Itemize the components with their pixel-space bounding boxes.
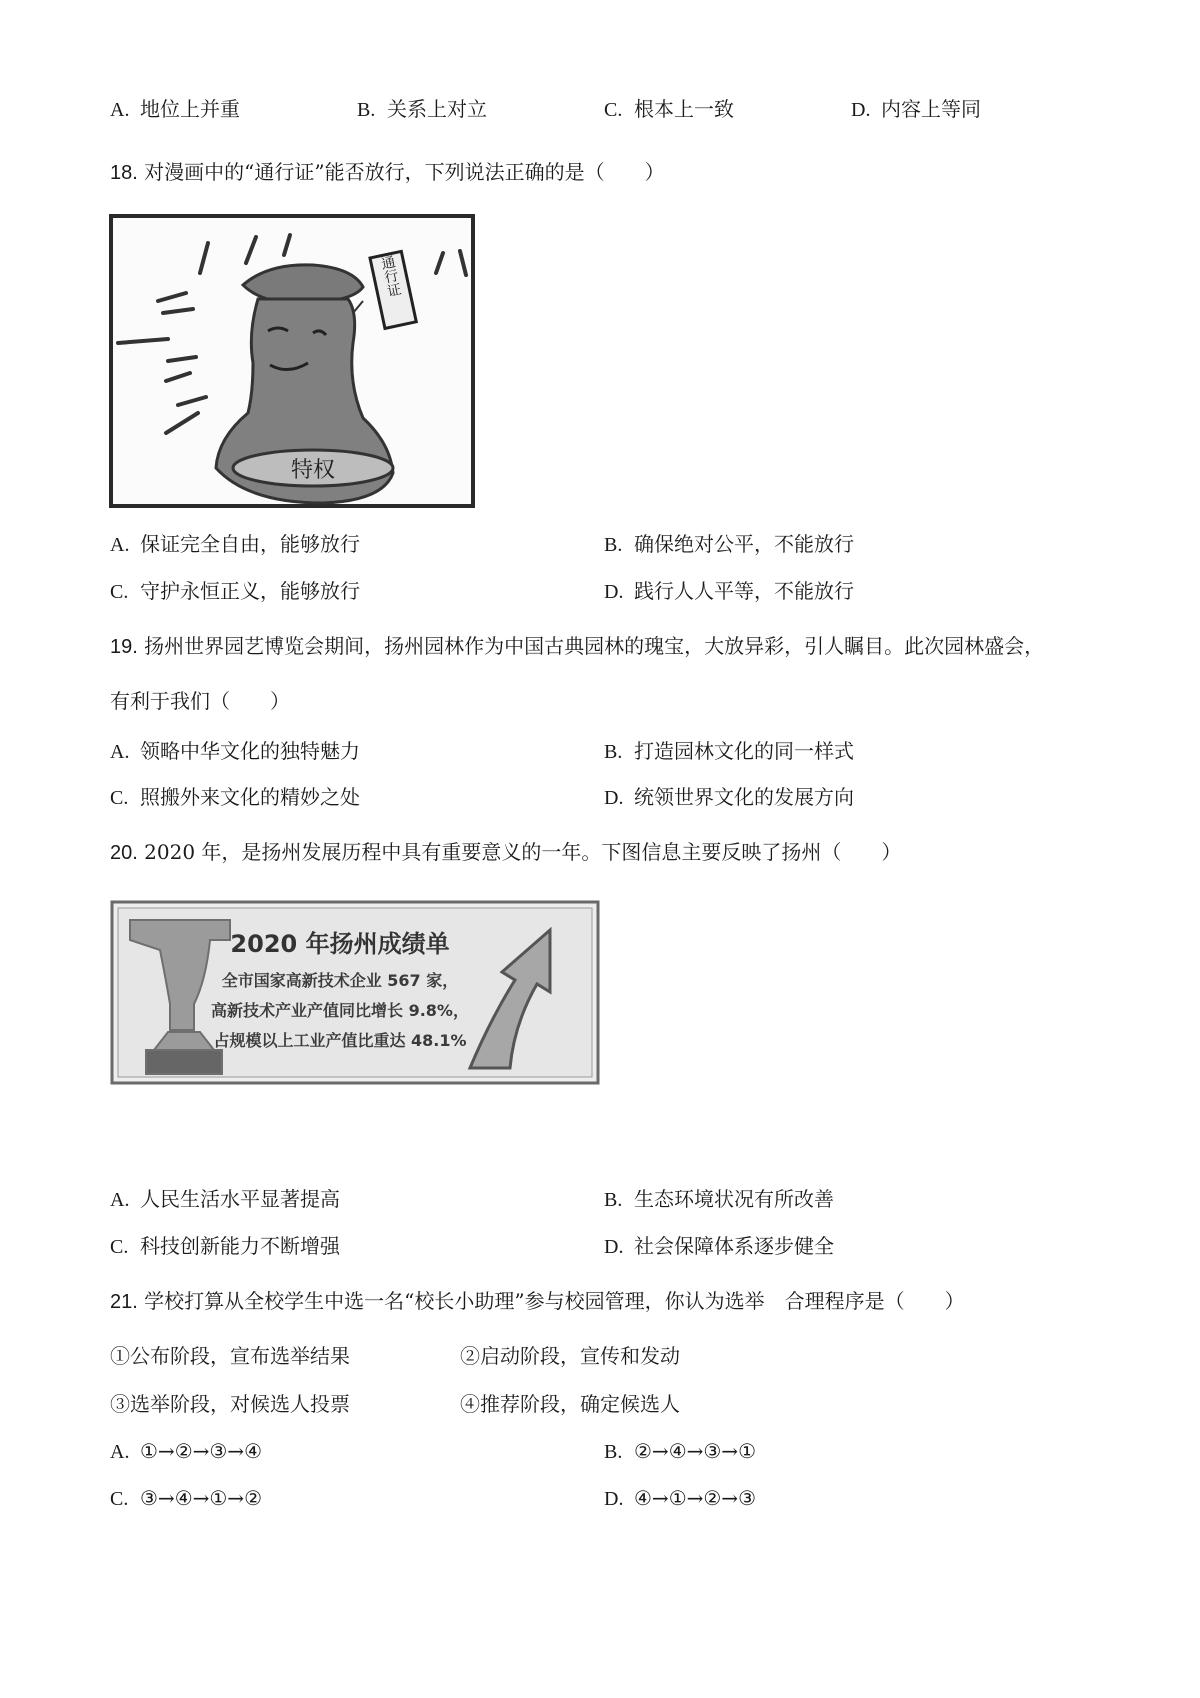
option-letter: C. [110,787,129,809]
q20-option-a [110,1185,340,1214]
scorecard-line-3: 占规模以上工业产值比重达 48.1% [213,1031,467,1050]
scorecard-line-2: 高新技术产业产值同比增长 9.8%， [211,1001,469,1020]
question-number: 19. [110,636,138,658]
question-text: 学校打算从全校学生中选一名“校长小助理”参与校园管理，你认为选举 合理程序是（ ） [144,1289,965,1313]
option-text: 科技创新能力不断增强 [140,1234,340,1258]
yangzhou-2020-scorecard [110,900,600,1085]
option-letter: B. [604,1441,623,1463]
question-number: 18. [110,162,138,184]
q21-step-4: ④推荐阶段，确定候选人 [460,1392,680,1416]
option-letter: A. [110,741,130,763]
q18-option-b [604,530,854,559]
option-letter: B. [604,741,623,763]
q20-option-d [604,1232,834,1261]
option-letter: A. [110,1189,130,1211]
sign-text: 通行证 [378,253,403,299]
option-letter: B. [604,534,623,556]
option-text: ①→②→③→④ [140,1439,262,1463]
q17-option-b [357,95,487,124]
option-text: 地位上并重 [140,97,240,121]
q19-stem-line2 [110,687,290,715]
question-text: 2020 年，是扬州发展历程中具有重要意义的一年。下图信息主要反映了扬州（ ） [144,840,902,864]
option-text: 照搬外来文化的精妙之处 [140,785,360,809]
scorecard-title: 2020 年扬州成绩单 [230,930,450,958]
q20-option-c [110,1232,340,1261]
option-text: 统领世界文化的发展方向 [634,785,854,809]
q18-stem [110,158,665,187]
privilege-cartoon [108,213,476,509]
option-letter: C. [110,1488,129,1510]
q19-stem-line1 [110,632,1044,661]
option-text: 社会保障体系逐步健全 [634,1234,834,1258]
option-letter: C. [110,581,129,603]
q20-stem [110,838,901,867]
option-letter: B. [357,99,376,121]
q21-stem [110,1287,965,1316]
option-letter: C. [110,1236,129,1258]
option-letter: D. [604,1236,624,1258]
q17-option-d [851,95,981,124]
option-text: 领略中华文化的独特魅力 [140,739,360,763]
option-letter: B. [604,1189,623,1211]
option-text: 确保绝对公平，不能放行 [634,532,854,556]
question-text: 扬州世界园艺博览会期间，扬州园林作为中国古典园林的瑰宝，大放异彩，引人瞩目。此次园林盛会， [144,634,1045,658]
option-letter: A. [110,534,130,556]
q19-option-b [604,737,854,766]
q21-step-2: ②启动阶段，宣传和发动 [460,1344,680,1368]
option-letter: D. [604,581,624,603]
scorecard-line-1: 全市国家高新技术企业 567 家， [221,971,459,990]
question-number: 21. [110,1291,138,1313]
question-number: 20. [110,842,138,864]
question-text: 有利于我们（ ） [110,689,290,713]
q17-option-a [110,95,240,124]
option-text: 人民生活水平显著提高 [140,1187,340,1211]
option-text: 生态环境状况有所改善 [634,1187,834,1211]
q18-option-d [604,577,854,606]
option-text: 根本上一致 [634,97,734,121]
q21-option-d [604,1484,756,1513]
q18-option-a [110,530,360,559]
q21-step-1: ①公布阶段，宣布选举结果 [110,1344,350,1368]
option-text: 内容上等同 [881,97,981,121]
q21-option-a [110,1437,262,1466]
q21-step-3: ③选举阶段，对候选人投票 [110,1392,350,1416]
q21-option-c [110,1484,262,1513]
option-letter: D. [851,99,871,121]
option-letter: A. [110,1441,130,1463]
option-letter: C. [604,99,623,121]
option-text: 践行人人平等，不能放行 [634,579,854,603]
option-text: 保证完全自由，能够放行 [140,532,360,556]
question-text: 对漫画中的“通行证”能否放行，下列说法正确的是（ ） [144,160,665,184]
q19-option-c [110,783,360,812]
q18-option-c [110,577,360,606]
option-text: 守护永恒正义，能够放行 [140,579,360,603]
option-text: ③→④→①→② [140,1486,262,1510]
option-text: ④→①→②→③ [634,1486,756,1510]
q19-option-a [110,737,360,766]
option-text: 打造园林文化的同一样式 [634,739,854,763]
option-letter: D. [604,1488,624,1510]
option-letter: D. [604,787,624,809]
q20-option-b [604,1185,834,1214]
option-text: ②→④→③→① [634,1439,756,1463]
stamp-text: 特权 [290,458,336,483]
option-letter: A. [110,99,130,121]
q21-option-b [604,1437,756,1466]
q17-option-c [604,95,734,124]
q19-option-d [604,783,854,812]
option-text: 关系上对立 [387,97,487,121]
